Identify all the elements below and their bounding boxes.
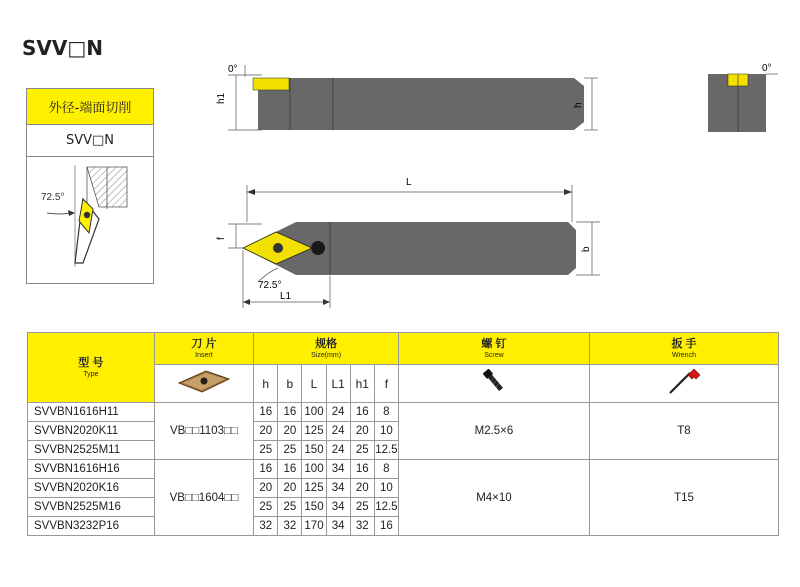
model-cell: SVVBN1616H11 (28, 403, 155, 422)
operation-label: 外径-端面切削 (27, 89, 153, 125)
model-cell: SVVBN2525M11 (28, 441, 155, 460)
model-cell: SVVBN2020K16 (28, 479, 155, 498)
value-cell: 20 (254, 479, 278, 498)
model-cell: SVVBN1616H16 (28, 460, 155, 479)
value-cell: 32 (278, 517, 302, 536)
value-cell: 100 (302, 460, 326, 479)
value-cell: 16 (350, 460, 374, 479)
value-cell: 25 (278, 441, 302, 460)
value-cell: 20 (278, 422, 302, 441)
insert-cell: VB□□1604□□ (154, 460, 254, 536)
value-cell: 16 (278, 403, 302, 422)
value-cell: 25 (254, 441, 278, 460)
col-header-h1: h1 (350, 365, 374, 403)
type-header: 型 号 Type (28, 333, 155, 403)
value-cell: 34 (326, 517, 350, 536)
model-cell: SVVBN2525M16 (28, 498, 155, 517)
side-angle-label: 0° (762, 63, 772, 74)
model-cell: SVVBN2020K11 (28, 422, 155, 441)
insert-icon (174, 366, 234, 396)
value-cell: 16 (374, 517, 398, 536)
value-cell: 10 (374, 479, 398, 498)
insert-image (154, 365, 254, 403)
value-cell: 125 (302, 479, 326, 498)
col-header-h: h (254, 365, 278, 403)
insert-header: 刀 片 Insert (154, 333, 254, 365)
L1-label: L1 (280, 291, 292, 302)
value-cell: 24 (326, 403, 350, 422)
size-header: 规格 Size(mm) (254, 333, 399, 365)
value-cell: 16 (278, 460, 302, 479)
insert-cell: VB□□1103□□ (154, 403, 254, 460)
value-cell: 34 (326, 479, 350, 498)
value-cell: 20 (278, 479, 302, 498)
top-angle-label: 0° (228, 64, 238, 75)
value-cell: 16 (254, 403, 278, 422)
b-label: b (581, 246, 592, 252)
value-cell: 25 (350, 498, 374, 517)
col-header-b: b (278, 365, 302, 403)
wrench-header: 扳 手 Wrench (589, 333, 778, 365)
h-label: h (573, 102, 584, 108)
screw-cell: M4×10 (398, 460, 589, 536)
wrench-icon (664, 365, 704, 397)
col-header-L1: L1 (326, 365, 350, 403)
value-cell: 16 (254, 460, 278, 479)
value-cell: 16 (350, 403, 374, 422)
value-cell: 24 (326, 441, 350, 460)
value-cell: 20 (254, 422, 278, 441)
info-angle-label: 72.5° (41, 192, 65, 203)
value-cell: 150 (302, 498, 326, 517)
value-cell: 100 (302, 403, 326, 422)
value-cell: 12.5 (374, 441, 398, 460)
value-cell: 8 (374, 403, 398, 422)
col-header-L: L (302, 365, 326, 403)
value-cell: 125 (302, 422, 326, 441)
value-cell: 34 (326, 460, 350, 479)
value-cell: 25 (350, 441, 374, 460)
value-cell: 25 (278, 498, 302, 517)
wrench-image (589, 365, 778, 403)
value-cell: 150 (302, 441, 326, 460)
value-cell: 32 (254, 517, 278, 536)
screw-cell: M2.5×6 (398, 403, 589, 460)
value-cell: 24 (326, 422, 350, 441)
L-label: L (406, 177, 412, 188)
top-view (228, 65, 598, 130)
h1-label: h1 (216, 92, 227, 104)
value-cell: 34 (326, 498, 350, 517)
screw-icon (479, 366, 509, 396)
wrench-cell: T8 (589, 403, 778, 460)
value-cell: 12.5 (374, 498, 398, 517)
value-cell: 10 (374, 422, 398, 441)
screw-header: 螺 钉 Screw (398, 333, 589, 365)
side-view (708, 74, 778, 132)
value-cell: 8 (374, 460, 398, 479)
bottom-view (228, 185, 600, 308)
spec-table (27, 332, 779, 536)
col-header-f: f (374, 365, 398, 403)
value-cell: 25 (254, 498, 278, 517)
f-label: f (216, 237, 227, 240)
info-model-label: SVV□N (27, 125, 153, 157)
page-title: SVV□N (22, 36, 103, 60)
value-cell: 20 (350, 479, 374, 498)
screw-image (398, 365, 589, 403)
model-cell: SVVBN3232P16 (28, 517, 155, 536)
wrench-cell: T15 (589, 460, 778, 536)
bottom-angle-label: 72.5° (258, 280, 282, 291)
value-cell: 20 (350, 422, 374, 441)
value-cell: 32 (350, 517, 374, 536)
value-cell: 170 (302, 517, 326, 536)
